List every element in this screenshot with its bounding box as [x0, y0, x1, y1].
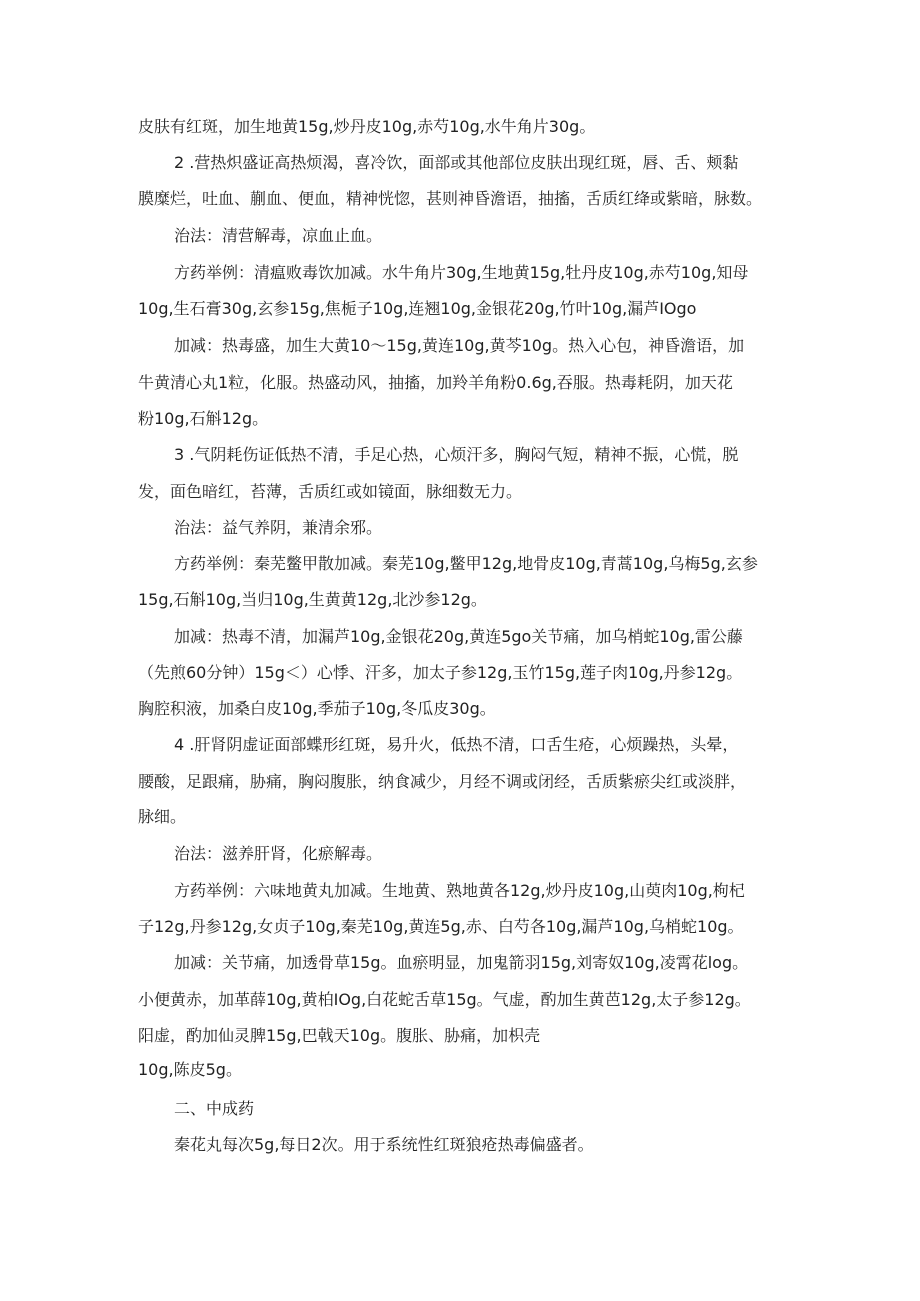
text-line: 阳虚，酌加仙灵脾15g,巴戟天10g。腹胀、胁痛，加枳壳 [138, 1026, 541, 1045]
treatment-line: 治法：益气养阴，兼清余邪。 [174, 518, 383, 537]
prescription-line: 方药举例：秦芜鳖甲散加减。秦芜10g,鳖甲12g,地骨皮10g,青蒿10g,乌梅5g,玄参 [174, 554, 758, 573]
text-line: 10g,陈皮5g。 [138, 1060, 242, 1079]
text-line: 粉10g,石斛12g。 [138, 409, 269, 428]
text-line: 膜糜烂，吐血、蒯血、便血，精神恍惚，甚则神昏澹语，抽搐，舌质红绛或紫暗，脉数。 [138, 189, 763, 208]
text-line: 发，面色暗红，苔薄，舌质红或如镜面，脉细数无力。 [138, 482, 523, 501]
section-heading-3: 3 .气阴耗伤证低热不清，手足心热，心烦汗多，胸闷气短，精神不振，心慌，脱 [174, 445, 739, 464]
section-heading-2: 2 .营热炽盛证高热烦渴，喜冷饮，面部或其他部位皮肤出现红斑，唇、舌、颊黏 [174, 153, 739, 172]
treatment-line: 治法：滋养肝肾，化瘀解毒。 [174, 844, 383, 863]
text-line: （先煎60分钟）15g＜）心悸、汗多，加太子参12g,玉竹15g,莲子肉10g,丹参12g。 [138, 663, 743, 682]
text-line: 10g,生石膏30g,玄参15g,焦栀子10g,连翘10g,金银花20g,竹叶10g,漏芦IOgo [138, 299, 697, 318]
text-line: 腰酸，足跟痛，胁痛，胸闷腹胀，纳食减少，月经不调或闭经，舌质紫瘀尖红或淡胖， [138, 772, 747, 791]
modification-line: 加减：关节痛，加透骨草15g。血瘀明显，加鬼箭羽15g,刘寄奴10g,凌霄花log。 [174, 953, 749, 972]
text-line: 小便黄赤，加革薛10g,黄柏IOg,白花蛇舌草15g。气虚，酌加生黄芭12g,太子参12g。 [138, 990, 751, 1009]
modification-line: 加减：热毒盛，加生大黄10～15g,黄连10g,黄芩10g。热入心包，神昏澹语，加 [174, 336, 745, 355]
section-heading-chinese-patent-medicine: 二、中成药 [174, 1099, 255, 1118]
text-line: 脉细。 [138, 807, 187, 826]
text-line: 皮肤有红斑，加生地黄15g,炒丹皮10g,赤芍10g,水牛角片30g。 [138, 117, 596, 136]
text-line: 15g,石斛10g,当归10g,生黄黄12g,北沙参12g。 [138, 590, 487, 609]
prescription-line: 方药举例：六味地黄丸加减。生地黄、熟地黄各12g,炒丹皮10g,山萸肉10g,枸杞 [174, 881, 745, 900]
text-line: 牛黄清心丸1粒，化服。热盛动风，抽搐，加羚羊角粉0.6g,吞服。热毒耗阴，加天花 [138, 373, 733, 392]
text-line: 子12g,丹参12g,女贞子10g,秦芜10g,黄连5g,赤、白芍各10g,漏芦10g,乌梢蛇10g。 [138, 917, 744, 936]
modification-line: 加减：热毒不清，加漏芦10g,金银花20g,黄连5go关节痛，加乌梢蛇10g,雷公藤 [174, 627, 743, 646]
text-line: 秦花丸每次5g,每日2次。用于系统性红斑狼疮热毒偏盛者。 [174, 1135, 594, 1154]
prescription-line: 方药举例：清瘟败毒饮加减。水牛角片30g,生地黄15g,牡丹皮10g,赤芍10g,知母 [174, 263, 749, 282]
text-line: 胸腔积液，加桑白皮10g,季茄子10g,冬瓜皮30g。 [138, 699, 496, 718]
treatment-line: 治法：清营解毒，凉血止血。 [174, 226, 383, 245]
section-heading-4: 4 .肝肾阴虚证面部蝶形红斑，易升火，低热不清，口舌生疮，心烦躁热，头晕， [174, 735, 739, 754]
